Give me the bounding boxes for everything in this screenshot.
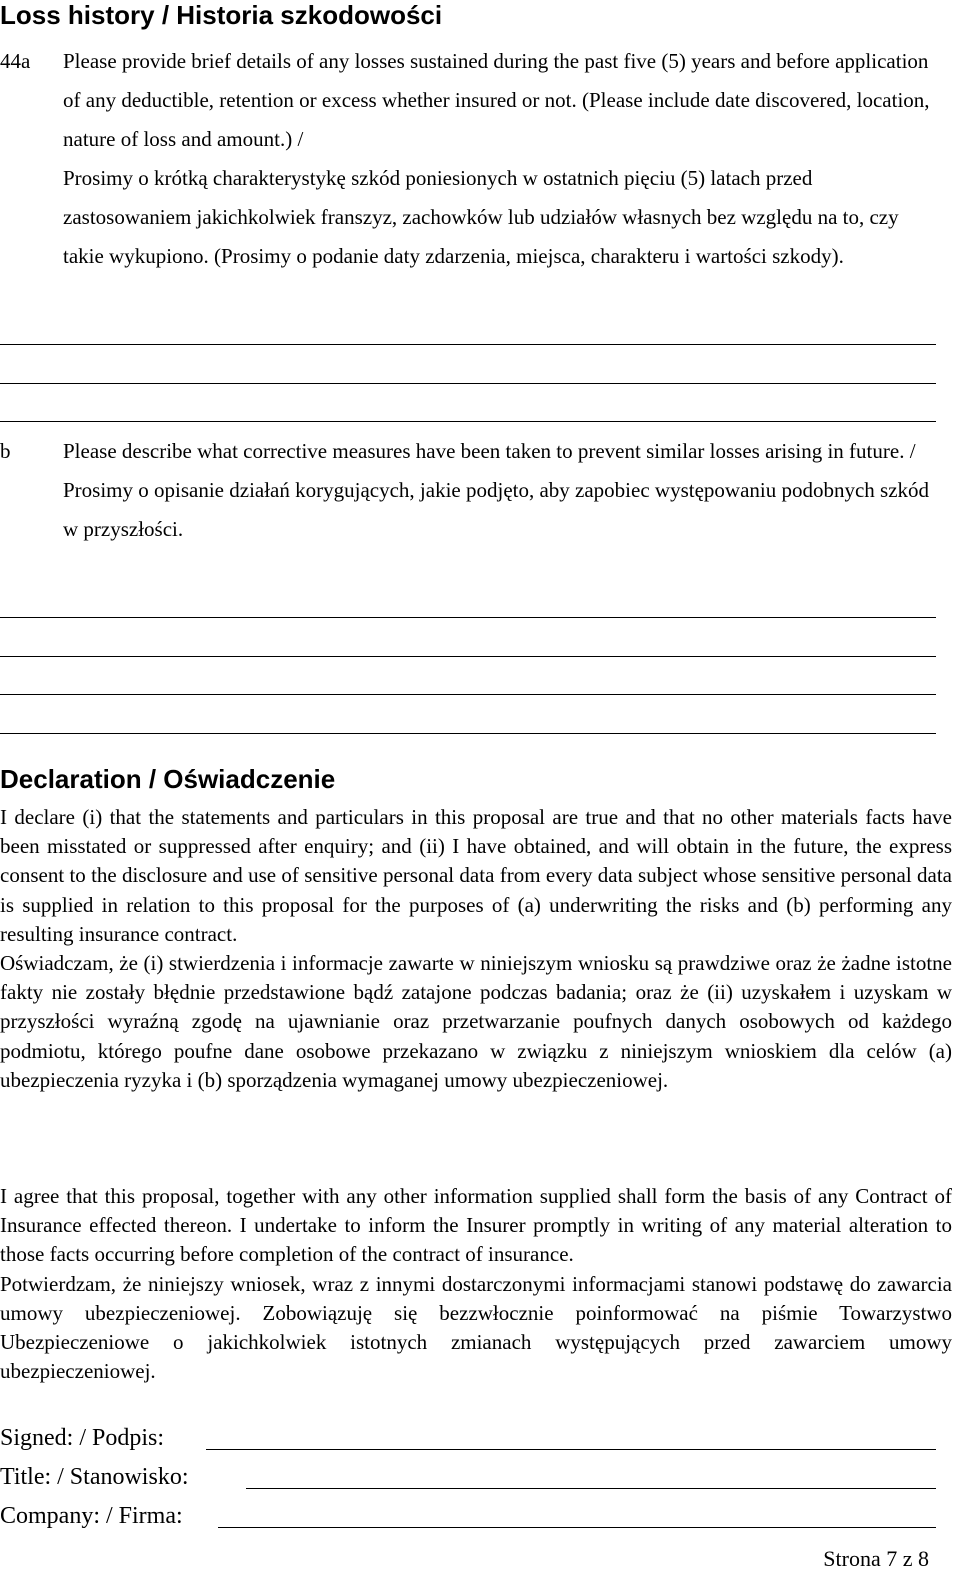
answer-b-line-4[interactable]: [0, 733, 936, 734]
question-b-number: b: [0, 439, 11, 463]
signed-row: [0, 1421, 936, 1455]
title-field[interactable]: [246, 1488, 936, 1489]
question-b-english: Please describe what corrective measures have been taken to prevent similar losses arising in future. /: [63, 439, 916, 463]
answer-44a-line-1[interactable]: [0, 344, 936, 345]
question-44a-number: 44a: [0, 49, 31, 73]
company-label: Company: / Firma:: [0, 1503, 183, 1529]
title-label: Title: / Stanowisko:: [0, 1464, 189, 1490]
company-field[interactable]: [218, 1527, 936, 1528]
declaration-heading: Declaration / Oświadczenie: [0, 764, 336, 794]
question-44a-english: Please provide brief details of any losses sustained during the past five (5) years and before application of any deductible, retention or excess whether insured or not. (Please include date discovered, location, nature of loss and amount.) /: [63, 49, 930, 151]
declaration-paragraph-2-english: I agree that this proposal, together with any other information supplied shall form the basis of any Contract of Insurance effected thereon. I undertake to inform the Insurer promptly in writing of any material alteration to those facts occurring before completion of the contract of insurance.: [0, 1184, 952, 1267]
signed-label: Signed: / Podpis:: [0, 1425, 165, 1451]
declaration-paragraph-1-english: I declare (i) that the statements and particulars in this proposal are true and that no other materials facts have been misstated or suppressed after enquiry; and (ii) I have obtained, and will obtain in the future, the express consent to the disclosure and use of sensitive personal data from every data subject whose sensitive personal data is supplied in relation to this proposal for the purposes of (a) underwriting the risks and (b) performing any resulting insurance contract.: [0, 805, 952, 946]
signature-field[interactable]: [206, 1449, 936, 1450]
answer-b-line-3[interactable]: [0, 694, 936, 695]
answer-44a-line-3[interactable]: [0, 421, 936, 422]
declaration-paragraph-1-polish: Oświadczam, że (i) stwierdzenia i informacje zawarte w niniejszym wniosku są prawdziwe oraz że żadne istotne fakty nie zostały błędnie przedstawione bądź zatajone podczas badania; oraz że (ii) uzyskałem i uzyskam w przyszłości wyraźną zgodę na ujawnianie oraz przetwarzanie poufnych danych osobowych od każdego podmiotu, którego poufne dane osobowe przekazano w związku z niniejszym wnioskiem dla celów (a) ubezpieczenia ryzyka i (b) sporządzenia wymaganej umowy ubezpieczeniowej.: [0, 951, 952, 1092]
question-44a-polish: Prosimy o krótką charakterystykę szkód poniesionych w ostatnich pięciu (5) latach przed zastosowaniem jakichkolwiek franszyz, zachowków lub udziałów własnych bez względu na to, czy takie wykupiono. (Prosimy o podanie daty zdarzenia, miejsca, charakteru i wartości szkody).: [63, 166, 899, 268]
declaration-block-1: [0, 803, 952, 1095]
answer-44a-line-2[interactable]: [0, 383, 936, 384]
question-44a-text: [63, 42, 943, 276]
question-b-polish: Prosimy o opisanie działań korygujących, jakie podjęto, aby zapobiec występowaniu podobnych szkód w przyszłości.: [63, 478, 930, 541]
question-b-text: [63, 432, 943, 549]
answer-b-line-1[interactable]: [0, 617, 936, 618]
loss-history-heading: Loss history / Historia szkodowości: [0, 0, 443, 30]
page-number: Strona 7 z 8: [823, 1546, 929, 1571]
company-row: [0, 1499, 936, 1533]
declaration-paragraph-2-polish: Potwierdzam, że niniejszy wniosek, wraz z innymi dostarczonymi informacjami stanowi podstawę do zawarcia umowy ubezpieczeniowej. Zobowiązuję się bezzwłocznie poinformować na piśmie Towarzystwo Ubezpieczeniowe o jakichkolwiek istotnych zmianach występujących przed zawarciem umowy ubezpieczeniowej.: [0, 1271, 952, 1384]
answer-b-line-2[interactable]: [0, 656, 936, 657]
declaration-block-2: [0, 1182, 952, 1386]
title-row: [0, 1460, 936, 1494]
